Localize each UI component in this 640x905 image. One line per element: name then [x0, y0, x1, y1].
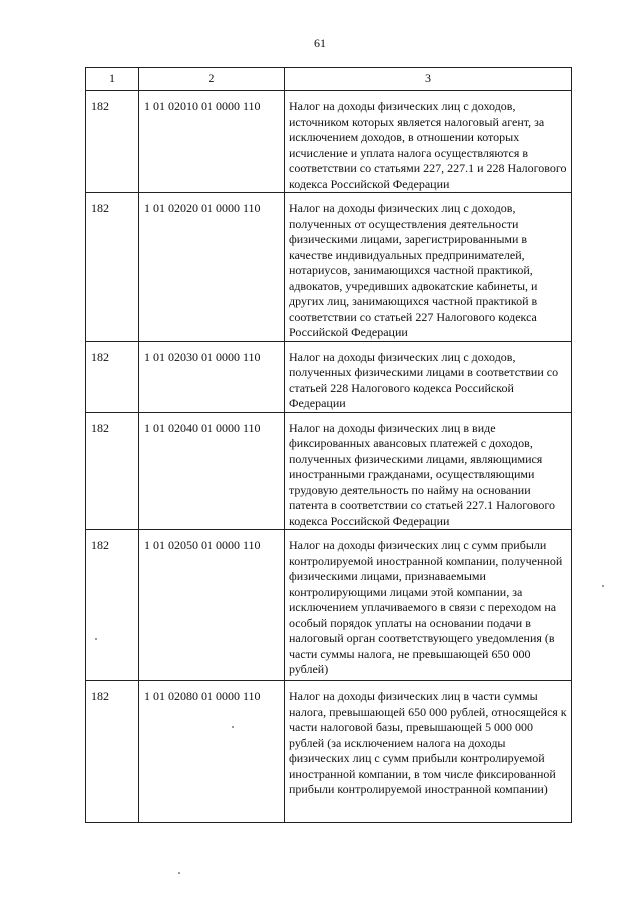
description-cell — [285, 681, 572, 823]
budget-code-cell — [139, 193, 285, 342]
budget-code: 1 01 02020 01 0000 110 — [144, 201, 261, 215]
admin-code-cell — [86, 341, 139, 412]
income-description: Налог на доходы физических лиц в части суммы налога, превышающей 650 000 рублей, относящейся к части налоговой базы, превышающей 5 000 000 рублей (за исключением налога на доходы физических лиц с сумм прибыли контролируемой иностранной компании, в том числе фиксированной прибыли контролируемой иностранной компании) — [289, 689, 567, 796]
budget-code: 1 01 02030 01 0000 110 — [144, 349, 261, 364]
admin-code: 182 — [91, 201, 109, 215]
header-col-3: 3 — [285, 68, 572, 91]
budget-code: 1 01 02010 01 0000 110 — [144, 99, 261, 113]
description-cell — [285, 91, 572, 193]
income-description: Налог на доходы физических лиц с сумм прибыли контролируемой иностранной компании, полученной физическими лицами, признаваемыми контролирующими лицами этой компании, за исключением уплачиваемого в связи с переходом на особый порядок уплаты на основании подачи в налоговый орган соответствующего уведомления (в части суммы налога, не превышающей 650 000 рублей) — [289, 538, 563, 676]
budget-code: 1 01 02040 01 0000 110 — [144, 420, 261, 435]
table-row — [86, 91, 572, 193]
description-cell — [285, 341, 572, 412]
table-row — [86, 341, 572, 412]
header-col-2: 2 — [139, 68, 285, 91]
budget-code-cell — [139, 681, 285, 823]
admin-code-cell — [86, 91, 139, 193]
budget-code: 1 01 02080 01 0000 110 — [144, 689, 261, 703]
admin-code: 182 — [91, 538, 109, 552]
admin-code: 182 — [91, 420, 109, 435]
table-row — [86, 681, 572, 823]
table-header-row — [86, 68, 572, 91]
income-description: Налог на доходы физических лиц в виде фиксированных авансовых платежей с доходов, полученных физическими лицами, являющимися иностранными гражданами, осуществляющими трудовую деятельность по найму на основании патента в соответствии со статьей 227.1 Налогового кодекса Российской Федерации — [289, 420, 556, 528]
budget-classification-table — [85, 67, 572, 823]
income-description: Налог на доходы физических лиц с доходов, полученных от осуществления деятельности физическими лицами, зарегистрированными в качестве индивидуальных предпринимателей, нотариусов, занимающихся частной практикой, адвокатов, учредивших адвокатские кабинеты, и других лиц, занимающихся частной практикой в соответствии со статьей 227 Налогового кодекса Российской Федерации — [289, 201, 538, 339]
table-row — [86, 412, 572, 530]
budget-code-cell — [139, 412, 285, 530]
description-cell — [285, 412, 572, 530]
admin-code: 182 — [91, 99, 109, 113]
scan-speck — [178, 872, 180, 874]
admin-code-cell — [86, 530, 139, 681]
budget-code-cell — [139, 530, 285, 681]
description-cell — [285, 193, 572, 342]
table-row — [86, 193, 572, 342]
budget-code: 1 01 02050 01 0000 110 — [144, 538, 261, 552]
budget-code-cell — [139, 341, 285, 412]
admin-code: 182 — [91, 349, 109, 364]
admin-code-cell — [86, 681, 139, 823]
header-col-1: 1 — [86, 68, 139, 91]
description-cell — [285, 530, 572, 681]
budget-code-cell — [139, 91, 285, 193]
admin-code-cell — [86, 193, 139, 342]
scan-speck — [95, 638, 97, 640]
page-number: 61 — [314, 36, 326, 50]
scan-speck — [602, 585, 604, 587]
income-description: Налог на доходы физических лиц с доходов, полученных физическими лицами в соответствии со статьей 228 Налогового кодекса Российской Федерации — [289, 349, 559, 410]
table-row — [86, 530, 572, 681]
scan-speck — [232, 726, 234, 728]
income-description: Налог на доходы физических лиц с доходов, источником которых является налоговый агент, за исключением доходов, в отношении которых исчисление и уплата налога осуществляются в соответствии со статьями 227, 227.1 и 228 Налогового кодекса Российской Федерации — [289, 99, 567, 191]
admin-code-cell — [86, 412, 139, 530]
admin-code: 182 — [91, 689, 109, 703]
